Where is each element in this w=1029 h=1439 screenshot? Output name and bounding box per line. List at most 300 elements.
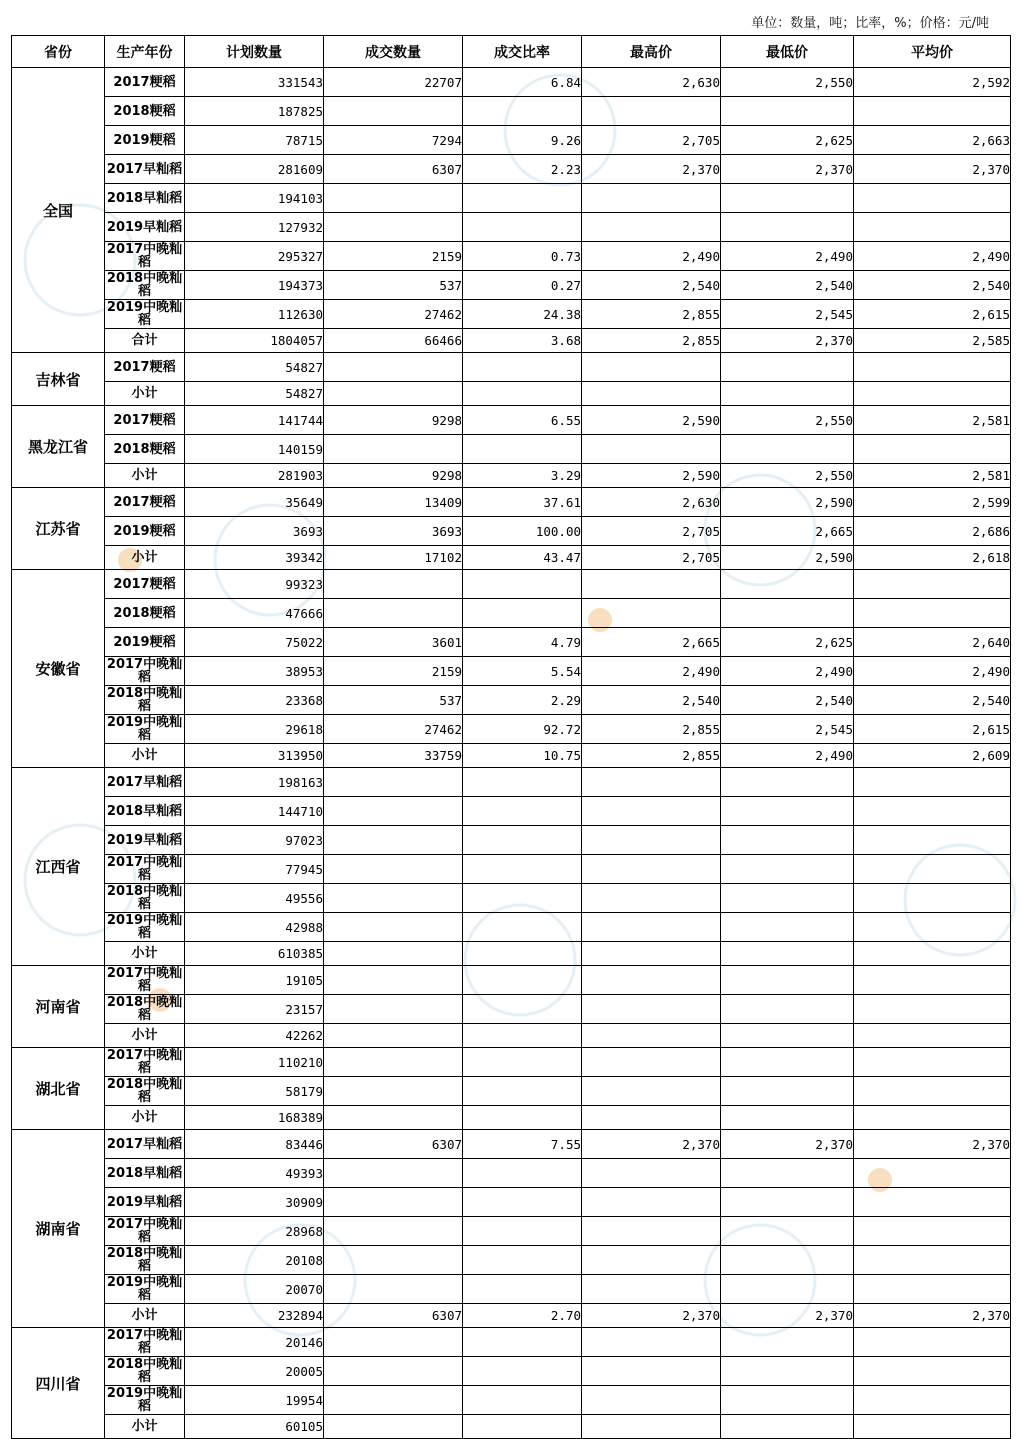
plan-qty-cell: 313950 xyxy=(185,744,324,768)
deal-qty-cell xyxy=(324,1106,463,1130)
min-price-cell: 2,665 xyxy=(721,517,854,546)
min-price-cell xyxy=(721,570,854,599)
table-body xyxy=(12,68,1011,1439)
max-price-cell xyxy=(582,913,721,942)
min-price-cell xyxy=(721,826,854,855)
table-row xyxy=(12,797,1011,826)
year-cell: 小计 xyxy=(105,546,185,570)
year-cell: 2018早籼稻 xyxy=(105,797,185,826)
max-price-cell xyxy=(582,353,721,382)
max-price-cell xyxy=(582,1048,721,1077)
deal-ratio-cell: 7.55 xyxy=(463,1130,582,1159)
plan-qty-cell: 194103 xyxy=(185,184,324,213)
province-cell: 四川省 xyxy=(12,1328,105,1439)
avg-price-cell xyxy=(854,995,1011,1024)
deal-ratio-cell: 2.29 xyxy=(463,686,582,715)
plan-qty-cell: 49393 xyxy=(185,1159,324,1188)
deal-ratio-cell xyxy=(463,599,582,628)
year-cell: 2017早籼稻 xyxy=(105,155,185,184)
plan-qty-cell: 19105 xyxy=(185,966,324,995)
deal-qty-cell: 9298 xyxy=(324,406,463,435)
avg-price-cell: 2,640 xyxy=(854,628,1011,657)
deal-ratio-cell: 0.73 xyxy=(463,242,582,271)
deal-ratio-cell xyxy=(463,1386,582,1415)
province-cell: 湖北省 xyxy=(12,1048,105,1130)
deal-qty-cell: 537 xyxy=(324,271,463,300)
year-cell: 小计 xyxy=(105,382,185,406)
max-price-cell xyxy=(582,599,721,628)
deal-ratio-cell: 37.61 xyxy=(463,488,582,517)
table-row xyxy=(12,1275,1011,1304)
year-cell: 2017中晚籼稻 xyxy=(105,1328,185,1357)
table-row xyxy=(12,382,1011,406)
min-price-cell xyxy=(721,1217,854,1246)
avg-price-cell xyxy=(854,570,1011,599)
table-row xyxy=(12,599,1011,628)
deal-qty-cell xyxy=(324,942,463,966)
avg-price-cell xyxy=(854,966,1011,995)
deal-qty-cell: 2159 xyxy=(324,657,463,686)
plan-qty-cell: 331543 xyxy=(185,68,324,97)
max-price-cell xyxy=(582,884,721,913)
province-cell: 河南省 xyxy=(12,966,105,1048)
table-row xyxy=(12,1024,1011,1048)
avg-price-cell: 2,663 xyxy=(854,126,1011,155)
avg-price-cell xyxy=(854,213,1011,242)
avg-price-cell: 2,599 xyxy=(854,488,1011,517)
min-price-cell xyxy=(721,1077,854,1106)
min-price-cell xyxy=(721,1106,854,1130)
max-price-cell: 2,540 xyxy=(582,271,721,300)
avg-price-cell: 2,540 xyxy=(854,686,1011,715)
deal-qty-cell xyxy=(324,1328,463,1357)
header-year: 生产年份 xyxy=(105,36,185,68)
province-cell: 湖南省 xyxy=(12,1130,105,1328)
deal-ratio-cell xyxy=(463,1328,582,1357)
avg-price-cell xyxy=(854,942,1011,966)
plan-qty-cell: 20005 xyxy=(185,1357,324,1386)
plan-qty-cell: 77945 xyxy=(185,855,324,884)
deal-ratio-cell xyxy=(463,1275,582,1304)
max-price-cell: 2,855 xyxy=(582,300,721,329)
deal-qty-cell: 2159 xyxy=(324,242,463,271)
deal-qty-cell xyxy=(324,1415,463,1439)
table-row xyxy=(12,913,1011,942)
deal-qty-cell: 22707 xyxy=(324,68,463,97)
table-row xyxy=(12,97,1011,126)
deal-qty-cell xyxy=(324,768,463,797)
deal-ratio-cell: 2.70 xyxy=(463,1304,582,1328)
year-cell: 2017中晚籼稻 xyxy=(105,657,185,686)
min-price-cell: 2,545 xyxy=(721,300,854,329)
max-price-cell xyxy=(582,435,721,464)
deal-ratio-cell xyxy=(463,826,582,855)
avg-price-cell xyxy=(854,884,1011,913)
plan-qty-cell: 20070 xyxy=(185,1275,324,1304)
province-cell: 江西省 xyxy=(12,768,105,966)
table-row xyxy=(12,1304,1011,1328)
avg-price-cell xyxy=(854,1357,1011,1386)
deal-qty-cell: 537 xyxy=(324,686,463,715)
avg-price-cell: 2,490 xyxy=(854,242,1011,271)
year-cell: 2018粳稻 xyxy=(105,97,185,126)
plan-qty-cell: 110210 xyxy=(185,1048,324,1077)
min-price-cell: 2,550 xyxy=(721,68,854,97)
min-price-cell: 2,540 xyxy=(721,271,854,300)
avg-price-cell xyxy=(854,599,1011,628)
min-price-cell: 2,550 xyxy=(721,464,854,488)
header-deal-ratio: 成交比率 xyxy=(463,36,582,68)
plan-qty-cell: 39342 xyxy=(185,546,324,570)
min-price-cell: 2,490 xyxy=(721,744,854,768)
year-cell: 2019粳稻 xyxy=(105,517,185,546)
deal-qty-cell: 13409 xyxy=(324,488,463,517)
header-plan-qty: 计划数量 xyxy=(185,36,324,68)
min-price-cell xyxy=(721,913,854,942)
province-cell: 安徽省 xyxy=(12,570,105,768)
plan-qty-cell: 38953 xyxy=(185,657,324,686)
plan-qty-cell: 140159 xyxy=(185,435,324,464)
table-row xyxy=(12,1106,1011,1130)
plan-qty-cell: 281609 xyxy=(185,155,324,184)
avg-price-cell xyxy=(854,1275,1011,1304)
avg-price-cell xyxy=(854,1077,1011,1106)
table-row xyxy=(12,995,1011,1024)
header-province: 省份 xyxy=(12,36,105,68)
max-price-cell xyxy=(582,855,721,884)
plan-qty-cell: 20146 xyxy=(185,1328,324,1357)
province-cell: 江苏省 xyxy=(12,488,105,570)
year-cell: 2018中晚籼稻 xyxy=(105,884,185,913)
table-row xyxy=(12,1246,1011,1275)
plan-qty-cell: 75022 xyxy=(185,628,324,657)
table-row xyxy=(12,1217,1011,1246)
plan-qty-cell: 141744 xyxy=(185,406,324,435)
min-price-cell: 2,590 xyxy=(721,488,854,517)
avg-price-cell xyxy=(854,1217,1011,1246)
max-price-cell: 2,590 xyxy=(582,406,721,435)
min-price-cell: 2,490 xyxy=(721,242,854,271)
deal-qty-cell: 33759 xyxy=(324,744,463,768)
min-price-cell xyxy=(721,942,854,966)
year-cell: 2018早籼稻 xyxy=(105,1159,185,1188)
deal-ratio-cell xyxy=(463,913,582,942)
min-price-cell xyxy=(721,768,854,797)
plan-qty-cell: 28968 xyxy=(185,1217,324,1246)
avg-price-cell xyxy=(854,1024,1011,1048)
avg-price-cell: 2,609 xyxy=(854,744,1011,768)
header-min-price: 最低价 xyxy=(721,36,854,68)
min-price-cell xyxy=(721,1386,854,1415)
year-cell: 2019粳稻 xyxy=(105,126,185,155)
deal-qty-cell: 3693 xyxy=(324,517,463,546)
deal-ratio-cell: 100.00 xyxy=(463,517,582,546)
max-price-cell xyxy=(582,768,721,797)
table-row xyxy=(12,126,1011,155)
avg-price-cell xyxy=(854,353,1011,382)
plan-qty-cell: 29618 xyxy=(185,715,324,744)
year-cell: 合计 xyxy=(105,329,185,353)
year-cell: 小计 xyxy=(105,744,185,768)
year-cell: 2019早籼稻 xyxy=(105,1188,185,1217)
plan-qty-cell: 20108 xyxy=(185,1246,324,1275)
min-price-cell: 2,550 xyxy=(721,406,854,435)
header-row xyxy=(12,36,1011,68)
plan-qty-cell: 610385 xyxy=(185,942,324,966)
trade-results-table xyxy=(11,35,1011,1439)
deal-qty-cell xyxy=(324,1275,463,1304)
deal-ratio-cell: 3.68 xyxy=(463,329,582,353)
max-price-cell xyxy=(582,1024,721,1048)
province-cell: 全国 xyxy=(12,68,105,353)
deal-ratio-cell: 4.79 xyxy=(463,628,582,657)
plan-qty-cell: 60105 xyxy=(185,1415,324,1439)
max-price-cell xyxy=(582,1386,721,1415)
max-price-cell xyxy=(582,1328,721,1357)
deal-qty-cell xyxy=(324,353,463,382)
max-price-cell xyxy=(582,97,721,126)
plan-qty-cell: 144710 xyxy=(185,797,324,826)
min-price-cell xyxy=(721,1415,854,1439)
year-cell: 2019中晚籼稻 xyxy=(105,1386,185,1415)
deal-qty-cell xyxy=(324,1188,463,1217)
avg-price-cell xyxy=(854,855,1011,884)
avg-price-cell: 2,581 xyxy=(854,464,1011,488)
deal-qty-cell xyxy=(324,435,463,464)
table-row xyxy=(12,744,1011,768)
deal-qty-cell xyxy=(324,966,463,995)
deal-ratio-cell: 5.54 xyxy=(463,657,582,686)
max-price-cell xyxy=(582,1246,721,1275)
deal-qty-cell xyxy=(324,184,463,213)
avg-price-cell: 2,370 xyxy=(854,1304,1011,1328)
plan-qty-cell: 83446 xyxy=(185,1130,324,1159)
avg-price-cell xyxy=(854,1386,1011,1415)
header-deal-qty: 成交数量 xyxy=(324,36,463,68)
plan-qty-cell: 23157 xyxy=(185,995,324,1024)
deal-qty-cell xyxy=(324,855,463,884)
deal-ratio-cell xyxy=(463,184,582,213)
deal-ratio-cell xyxy=(463,1246,582,1275)
min-price-cell xyxy=(721,1159,854,1188)
deal-qty-cell xyxy=(324,797,463,826)
year-cell: 2017粳稻 xyxy=(105,570,185,599)
deal-ratio-cell xyxy=(463,213,582,242)
min-price-cell xyxy=(721,1024,854,1048)
deal-ratio-cell xyxy=(463,1106,582,1130)
year-cell: 2017粳稻 xyxy=(105,68,185,97)
max-price-cell: 2,370 xyxy=(582,1304,721,1328)
min-price-cell xyxy=(721,184,854,213)
deal-ratio-cell xyxy=(463,1415,582,1439)
header-avg-price: 平均价 xyxy=(854,36,1011,68)
avg-price-cell xyxy=(854,382,1011,406)
table-row xyxy=(12,353,1011,382)
plan-qty-cell: 127932 xyxy=(185,213,324,242)
min-price-cell: 2,625 xyxy=(721,126,854,155)
deal-qty-cell xyxy=(324,1048,463,1077)
deal-ratio-cell xyxy=(463,1217,582,1246)
deal-qty-cell: 7294 xyxy=(324,126,463,155)
table-row xyxy=(12,155,1011,184)
max-price-cell xyxy=(582,382,721,406)
deal-ratio-cell: 2.23 xyxy=(463,155,582,184)
avg-price-cell xyxy=(854,1415,1011,1439)
table-row xyxy=(12,884,1011,913)
year-cell: 小计 xyxy=(105,1304,185,1328)
year-cell: 2017粳稻 xyxy=(105,353,185,382)
plan-qty-cell: 47666 xyxy=(185,599,324,628)
year-cell: 2017粳稻 xyxy=(105,406,185,435)
min-price-cell: 2,540 xyxy=(721,686,854,715)
deal-ratio-cell xyxy=(463,435,582,464)
table-row xyxy=(12,657,1011,686)
deal-qty-cell xyxy=(324,1217,463,1246)
deal-qty-cell xyxy=(324,1024,463,1048)
plan-qty-cell: 187825 xyxy=(185,97,324,126)
plan-qty-cell: 1804057 xyxy=(185,329,324,353)
deal-qty-cell xyxy=(324,1386,463,1415)
deal-ratio-cell xyxy=(463,1357,582,1386)
year-cell: 2017中晚籼稻 xyxy=(105,1048,185,1077)
avg-price-cell xyxy=(854,1159,1011,1188)
avg-price-cell xyxy=(854,1246,1011,1275)
max-price-cell: 2,630 xyxy=(582,68,721,97)
plan-qty-cell: 168389 xyxy=(185,1106,324,1130)
deal-ratio-cell xyxy=(463,1188,582,1217)
year-cell: 小计 xyxy=(105,1106,185,1130)
year-cell: 2018中晚籼稻 xyxy=(105,271,185,300)
deal-qty-cell xyxy=(324,599,463,628)
avg-price-cell xyxy=(854,1188,1011,1217)
max-price-cell xyxy=(582,213,721,242)
max-price-cell xyxy=(582,1188,721,1217)
avg-price-cell: 2,370 xyxy=(854,155,1011,184)
min-price-cell: 2,590 xyxy=(721,546,854,570)
min-price-cell: 2,370 xyxy=(721,1304,854,1328)
min-price-cell xyxy=(721,995,854,1024)
table-row xyxy=(12,1357,1011,1386)
plan-qty-cell: 194373 xyxy=(185,271,324,300)
table-row xyxy=(12,686,1011,715)
plan-qty-cell: 99323 xyxy=(185,570,324,599)
avg-price-cell xyxy=(854,184,1011,213)
table-row xyxy=(12,300,1011,329)
year-cell: 2019中晚籼稻 xyxy=(105,300,185,329)
table-row xyxy=(12,1048,1011,1077)
max-price-cell: 2,855 xyxy=(582,715,721,744)
deal-ratio-cell: 9.26 xyxy=(463,126,582,155)
deal-ratio-cell xyxy=(463,1159,582,1188)
avg-price-cell xyxy=(854,797,1011,826)
avg-price-cell xyxy=(854,1106,1011,1130)
deal-qty-cell: 3601 xyxy=(324,628,463,657)
max-price-cell: 2,665 xyxy=(582,628,721,657)
table-row xyxy=(12,464,1011,488)
year-cell: 2018中晚籼稻 xyxy=(105,995,185,1024)
avg-price-cell xyxy=(854,1328,1011,1357)
max-price-cell xyxy=(582,184,721,213)
year-cell: 2018早籼稻 xyxy=(105,184,185,213)
year-cell: 2017中晚籼稻 xyxy=(105,242,185,271)
plan-qty-cell: 232894 xyxy=(185,1304,324,1328)
year-cell: 2019中晚籼稻 xyxy=(105,1275,185,1304)
deal-ratio-cell: 6.55 xyxy=(463,406,582,435)
year-cell: 小计 xyxy=(105,464,185,488)
max-price-cell xyxy=(582,1415,721,1439)
plan-qty-cell: 295327 xyxy=(185,242,324,271)
year-cell: 2017早籼稻 xyxy=(105,1130,185,1159)
deal-qty-cell xyxy=(324,382,463,406)
deal-ratio-cell xyxy=(463,1024,582,1048)
deal-ratio-cell xyxy=(463,855,582,884)
plan-qty-cell: 49556 xyxy=(185,884,324,913)
deal-ratio-cell xyxy=(463,995,582,1024)
deal-qty-cell: 17102 xyxy=(324,546,463,570)
avg-price-cell: 2,615 xyxy=(854,300,1011,329)
min-price-cell xyxy=(721,855,854,884)
deal-qty-cell xyxy=(324,213,463,242)
avg-price-cell: 2,592 xyxy=(854,68,1011,97)
deal-ratio-cell: 6.84 xyxy=(463,68,582,97)
avg-price-cell: 2,686 xyxy=(854,517,1011,546)
avg-price-cell xyxy=(854,768,1011,797)
deal-qty-cell xyxy=(324,913,463,942)
year-cell: 2018中晚籼稻 xyxy=(105,686,185,715)
year-cell: 2018中晚籼稻 xyxy=(105,1246,185,1275)
deal-ratio-cell: 92.72 xyxy=(463,715,582,744)
avg-price-cell xyxy=(854,826,1011,855)
plan-qty-cell: 97023 xyxy=(185,826,324,855)
deal-qty-cell: 27462 xyxy=(324,715,463,744)
min-price-cell xyxy=(721,353,854,382)
deal-ratio-cell xyxy=(463,1048,582,1077)
table-row xyxy=(12,546,1011,570)
table-row xyxy=(12,1415,1011,1439)
max-price-cell: 2,705 xyxy=(582,126,721,155)
year-cell: 小计 xyxy=(105,942,185,966)
min-price-cell xyxy=(721,884,854,913)
avg-price-cell xyxy=(854,913,1011,942)
deal-ratio-cell xyxy=(463,382,582,406)
avg-price-cell xyxy=(854,1048,1011,1077)
province-cell: 黑龙江省 xyxy=(12,406,105,488)
max-price-cell xyxy=(582,570,721,599)
table-row xyxy=(12,488,1011,517)
plan-qty-cell: 23368 xyxy=(185,686,324,715)
avg-price-cell: 2,618 xyxy=(854,546,1011,570)
max-price-cell xyxy=(582,942,721,966)
plan-qty-cell: 281903 xyxy=(185,464,324,488)
max-price-cell: 2,590 xyxy=(582,464,721,488)
table-row xyxy=(12,942,1011,966)
min-price-cell xyxy=(721,599,854,628)
year-cell: 小计 xyxy=(105,1024,185,1048)
min-price-cell: 2,490 xyxy=(721,657,854,686)
table-row xyxy=(12,435,1011,464)
deal-qty-cell xyxy=(324,826,463,855)
avg-price-cell: 2,585 xyxy=(854,329,1011,353)
max-price-cell xyxy=(582,1217,721,1246)
plan-qty-cell: 54827 xyxy=(185,353,324,382)
deal-ratio-cell: 24.38 xyxy=(463,300,582,329)
max-price-cell xyxy=(582,1275,721,1304)
max-price-cell xyxy=(582,1106,721,1130)
min-price-cell xyxy=(721,213,854,242)
max-price-cell: 2,855 xyxy=(582,744,721,768)
deal-ratio-cell: 0.27 xyxy=(463,271,582,300)
table-row xyxy=(12,570,1011,599)
